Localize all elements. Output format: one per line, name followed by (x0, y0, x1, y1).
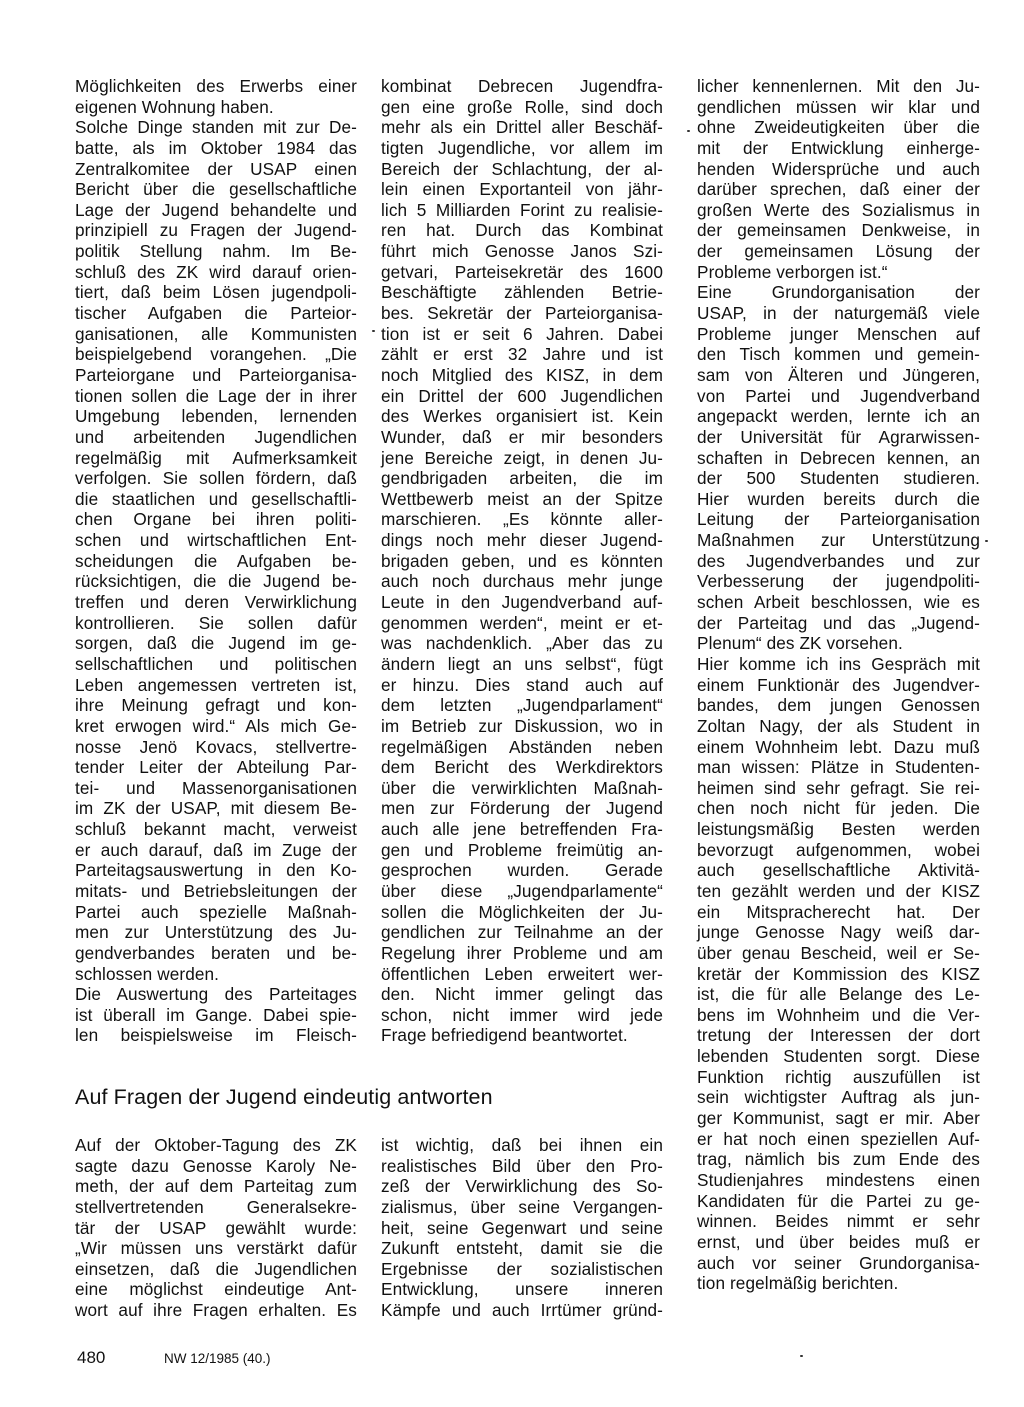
print-speck (372, 330, 375, 332)
text-line: Entwicklung, unsere inneren (381, 1279, 663, 1300)
print-speck (800, 1355, 803, 1357)
text-line: eigenen Wohnung haben. (75, 96, 274, 117)
text-line: chen Organe bei ihren politi- (75, 509, 357, 530)
text-line: sorgen, daß die Jugend im ge- (75, 633, 357, 654)
text-line: Zentralkomitee der USAP einen (75, 158, 357, 179)
text-line: Maßnahmen zur Unterstützung (697, 530, 980, 551)
text-line: verfolgen. Sie sollen fördern, daß (75, 468, 357, 489)
text-line: im ZK der USAP, mit diesem Be- (75, 798, 357, 819)
text-line: heimen sind sehr gefragt. Sie rei- (697, 777, 980, 798)
text-line: dem letzten „Jugendparlament“ (381, 695, 663, 716)
text-line: tigten Jugendliche, vor allem im (381, 137, 663, 158)
text-line: henden Widersprüche und auch (697, 158, 980, 179)
text-line: einem Wohnheim lebt. Dazu muß (697, 736, 980, 757)
text-line: sagte dazu Genosse Karoly Ne- (75, 1155, 357, 1176)
text-line: gendbrigaden arbeiten, die im (381, 468, 663, 489)
text-line: Möglichkeiten des Erwerbs einer (75, 76, 357, 96)
text-line: tischer Aufgaben die Parteior- (75, 303, 357, 324)
text-line: tretung der Interessen der dort (697, 1025, 980, 1046)
text-line: eine möglichst eindeutige Ant- (75, 1279, 357, 1300)
text-line: junge Genosse Nagy weiß dar- (697, 922, 980, 943)
text-line: bandes, dem jungen Genossen (697, 695, 980, 716)
text-line: er hinzu. Dies stand auch auf (381, 674, 663, 695)
text-line: chen noch nicht für jeden. Die (697, 798, 980, 819)
text-column-left (75, 76, 357, 1046)
text-line: schon, nicht immer wird jede (381, 1004, 663, 1025)
text-line: brigaden geben, und es könnten (381, 550, 663, 571)
text-line: Kandidaten für die Partei zu ge- (697, 1190, 980, 1211)
text-line: gen und Probleme freimütig an- (381, 839, 663, 860)
text-line: ist, die für alle Belange des Le- (697, 984, 980, 1005)
text-line: bes. Sekretär der Parteiorganisa- (381, 303, 663, 324)
text-line: Plenum“ des ZK vorsehen. (697, 633, 903, 654)
text-line: schluß bekannt macht, verweist (75, 819, 357, 840)
text-line: Parteiorgane und Parteiorganisa- (75, 364, 357, 385)
text-line: schaften in Debrecen kennen, an (697, 447, 980, 468)
text-line: ändern liegt an uns selbst“, fügt (381, 653, 663, 674)
text-line: tär der USAP gewählt wurde: (75, 1217, 357, 1238)
text-line: schen und wirtschaftlichen Ent- (75, 530, 357, 551)
text-line: über diese „Jugendparlamente“ (381, 880, 663, 901)
text-line: Zoltan Nagy, der als Student in (697, 715, 980, 736)
text-line: ihre Meinung gefragt und kon- (75, 695, 357, 716)
text-line: über die verwirklichten Maßnah- (381, 777, 663, 798)
text-line: ger Kommunist, sagt er mir. Aber (697, 1108, 980, 1129)
text-line: der Universität für Agrarwissen- (697, 426, 980, 447)
text-line: die staatlichen und gesellschaftli- (75, 488, 357, 509)
text-line: tei- und Massenorganisationen (75, 777, 357, 798)
text-line: genommen werden“, meint er et- (381, 612, 663, 633)
text-line: und arbeitenden Jugendlichen (75, 426, 357, 447)
text-line: Bereich der Schlachtung, der al- (381, 158, 663, 179)
source-reference: NW 12/1985 (40.) (164, 1351, 271, 1366)
text-column-bottom-left (75, 1135, 357, 1321)
text-line: Bericht über die gesellschaftliche (75, 179, 357, 200)
text-line: Studienjahres mindestens einen (697, 1169, 980, 1190)
text-line: ernst, und über beides muß er (697, 1231, 980, 1252)
text-line: ten gezählt werden und der KISZ (697, 880, 980, 901)
text-line: zählt er erst 32 Jahre und ist (381, 344, 663, 365)
text-line: sellschaftlichen und politischen (75, 653, 357, 674)
text-line: öffentlichen Leben erweitert wer- (381, 963, 663, 984)
section-heading: Auf Fragen der Jugend eindeutig antworten (75, 1085, 493, 1109)
page-number: 480 (77, 1348, 106, 1367)
text-line: noch Mitglied des KISZ, in dem (381, 364, 663, 385)
text-line: wort auf ihre Fragen erhalten. Es (75, 1300, 357, 1321)
text-line: Wettbewerb meist an der Spitze (381, 488, 663, 509)
text-line: mit der Entwicklung einherge- (697, 137, 980, 158)
text-line: Partei auch spezielle Maßnah- (75, 901, 357, 922)
text-line: zialismus, über seine Vergangen- (381, 1196, 663, 1217)
text-line: stellvertretenden Generalsekre- (75, 1196, 357, 1217)
text-line: dem Bericht des Werkdirektors (381, 757, 663, 778)
text-line: Hier wurden bereits durch die (697, 488, 980, 509)
text-column-right (697, 76, 980, 1294)
text-line: ohne Zweideutigkeiten über die (697, 117, 980, 138)
text-line: ganisationen, alle Kommunisten (75, 323, 357, 344)
text-line: Regelung ihrer Probleme und am (381, 942, 663, 963)
text-line: Verbesserung der jugendpoliti- (697, 571, 980, 592)
text-column-bottom-middle (381, 1135, 663, 1321)
text-line: kontrollieren. Sie sollen dafür (75, 612, 357, 633)
text-line: nosse Jenö Kovacs, stellvertre- (75, 736, 357, 757)
text-line: Leben angemessen vertreten ist, (75, 674, 357, 695)
text-line: von Partei und Jugendverband (697, 385, 980, 406)
text-line: prinzipiell zu Fragen der Jugend- (75, 220, 357, 241)
text-line: auch vor seiner Grundorganisa- (697, 1252, 980, 1273)
text-line: er hat noch einen speziellen Auf- (697, 1128, 980, 1149)
text-line: rücksichtigen, die die Jugend be- (75, 571, 357, 592)
text-line: tender Leiter der Abteilung Par- (75, 757, 357, 778)
text-line: Wunder, daß er mir besonders (381, 426, 663, 447)
text-line: politik Stellung nahm. Im Be- (75, 241, 357, 262)
text-line: Funktion richtig auszufüllen ist (697, 1066, 980, 1087)
text-line: er auch darauf, daß im Zuge der (75, 839, 357, 860)
text-line: tionen sollen die Lage der in ihrer (75, 385, 357, 406)
text-line: bens im Wohnheim und die Ver- (697, 1004, 980, 1025)
text-line: marschieren. „Es könnte aller- (381, 509, 663, 530)
text-line: ist wichtig, daß bei ihnen ein (381, 1135, 663, 1155)
text-line: führt mich Genosse Janos Szi- (381, 241, 663, 262)
text-line: lebenden Studenten sorgt. Diese (697, 1046, 980, 1067)
text-line: Lage der Jugend behandelte und (75, 199, 357, 220)
text-line: Eine Grundorganisation der (697, 282, 980, 303)
text-line: jene Bereiche zeigt, in denen Ju- (381, 447, 663, 468)
text-line: schlossen werden. (75, 963, 220, 984)
text-line: schluß des ZK wird darauf orien- (75, 261, 357, 282)
text-line: der gemeinsamen Denkweise, in (697, 220, 980, 241)
print-speck (687, 130, 690, 132)
text-line: auch alle jene betreffenden Fra- (381, 819, 663, 840)
text-line: den Tisch kommen und gemein- (697, 344, 980, 365)
text-line: Kämpfe und auch Irrtümer gründ- (381, 1300, 663, 1321)
text-line: man wissen: Plätze in Studenten- (697, 757, 980, 778)
text-line: scheidungen die Aufgaben be- (75, 550, 357, 571)
text-line: treffen und deren Verwirklichung (75, 592, 357, 613)
text-line: auch gesellschaftliche Aktivitä- (697, 860, 980, 881)
text-line: men zur Förderung der Jugend (381, 798, 663, 819)
text-line: gen eine große Rolle, sind doch (381, 96, 663, 117)
text-line: Parteitagsauswertung in den Ko- (75, 860, 357, 881)
text-line: ist überall im Gange. Dabei spie- (75, 1004, 357, 1025)
text-line: regelmäßig mit Aufmerksamkeit (75, 447, 357, 468)
text-line: schen Arbeit beschlossen, wie es (697, 592, 980, 613)
text-line: Die Auswertung des Parteitages (75, 984, 357, 1005)
text-line: auch noch durchaus mehr junge (381, 571, 663, 592)
text-line: der gemeinsamen Lösung der (697, 241, 980, 262)
text-line: gendlichen müssen wir klar und (697, 96, 980, 117)
text-line: Ergebnisse der sozialistischen (381, 1258, 663, 1279)
text-line: len beispielsweise im Fleisch- (75, 1025, 357, 1046)
text-line: beispielgebend vorangehen. „Die (75, 344, 357, 365)
text-line: tiert, daß beim Lösen jugendpoli- (75, 282, 357, 303)
text-line: getvari, Parteisekretär des 1600 (381, 261, 663, 282)
text-line: Umgebung lebenden, lernenden (75, 406, 357, 427)
text-line: den. Nicht immer gelingt das (381, 984, 663, 1005)
text-line: gendlichen zur Teilnahme an der (381, 922, 663, 943)
text-line: der 500 Studenten studieren. (697, 468, 980, 489)
text-line: einem Funktionär des Jugendver- (697, 674, 980, 695)
text-line: tion ist er seit 6 Jahren. Dabei (381, 323, 663, 344)
text-line: sein wichtigster Auftrag als jun- (697, 1087, 980, 1108)
text-line: Frage befriedigend beantwortet. (381, 1025, 628, 1046)
text-column-middle (381, 76, 663, 1046)
text-line: ren hat. Durch das Kombinat (381, 220, 663, 241)
text-line: heit, seine Gegenwart und seine (381, 1217, 663, 1238)
text-line: tion regelmäßig berichten. (697, 1273, 899, 1294)
text-line: dings noch mehr dieser Jugend- (381, 530, 663, 551)
text-line: trag, nämlich bis zum Ende des (697, 1149, 980, 1170)
text-line: Zukunft entsteht, damit sie die (381, 1238, 663, 1259)
text-line: Hier komme ich ins Gespräch mit (697, 653, 980, 674)
text-line: sam von Älteren und Jüngeren, (697, 364, 980, 385)
text-line: leistungsmäßig Besten werden (697, 819, 980, 840)
text-line: ein Drittel der 600 Jugendlichen (381, 385, 663, 406)
text-line: licher kennenlernen. Mit den Ju- (697, 76, 980, 96)
print-speck (985, 540, 988, 542)
text-line: realistisches Bild über den Pro- (381, 1155, 663, 1176)
text-line: mehr als ein Drittel aller Beschäf- (381, 117, 663, 138)
text-line: kretär der Kommission des KISZ (697, 963, 980, 984)
text-line: bevorzugt aufgenommen, wobei (697, 839, 980, 860)
text-line: Beschäftigte zählenden Betrie- (381, 282, 663, 303)
text-line: USAP, in der naturgemäß viele (697, 303, 980, 324)
text-line: kombinat Debrecen Jugendfra- (381, 76, 663, 96)
text-line: winnen. Beides nimmt er sehr (697, 1211, 980, 1232)
text-line: darüber sprechen, daß einer der (697, 179, 980, 200)
text-line: Leute in den Jugendverband auf- (381, 592, 663, 613)
text-line: zeß der Verwirklichung des So- (381, 1176, 663, 1197)
text-line: des Jugendverbandes und zur (697, 550, 980, 571)
text-line: kret erwogen wird.“ Als mich Ge- (75, 715, 357, 736)
text-line: mitats- und Betriebsleitungen der (75, 880, 357, 901)
text-line: über genau Bescheid, weil er Se- (697, 942, 980, 963)
text-line: Auf der Oktober-Tagung des ZK (75, 1135, 357, 1155)
text-line: im Betrieb zur Diskussion, wo in (381, 715, 663, 736)
text-line: Leitung der Parteiorganisation (697, 509, 980, 530)
text-line: Probleme junger Menschen auf (697, 323, 980, 344)
text-line: lich 5 Milliarden Forint zu realisie- (381, 199, 663, 220)
text-line: des Werkes organisiert ist. Kein (381, 406, 663, 427)
text-line: ein Mitspracherecht hat. Der (697, 901, 980, 922)
text-line: meth, der auf dem Parteitag zum (75, 1176, 357, 1197)
text-line: Probleme verborgen ist.“ (697, 261, 888, 282)
text-line: sollen die Möglichkeiten der Ju- (381, 901, 663, 922)
text-line: großen Werte des Sozialismus in (697, 199, 980, 220)
text-line: angepackt werden, lernte ich an (697, 406, 980, 427)
text-line: gendverbandes beraten und be- (75, 942, 357, 963)
text-line: gesprochen wurden. Gerade (381, 860, 663, 881)
text-line: batte, als im Oktober 1984 das (75, 137, 357, 158)
text-line: der Parteitag und das „Jugend- (697, 612, 980, 633)
text-line: lein einen Exportanteil von jähr- (381, 179, 663, 200)
text-line: „Wir müssen uns verstärkt dafür (75, 1238, 357, 1259)
text-line: Solche Dinge standen mit zur De- (75, 117, 357, 138)
text-line: regelmäßigen Abständen neben (381, 736, 663, 757)
text-line: einsetzen, daß die Jugendlichen (75, 1258, 357, 1279)
text-line: was nachdenklich. „Aber das zu (381, 633, 663, 654)
text-line: men zur Unterstützung des Ju- (75, 922, 357, 943)
